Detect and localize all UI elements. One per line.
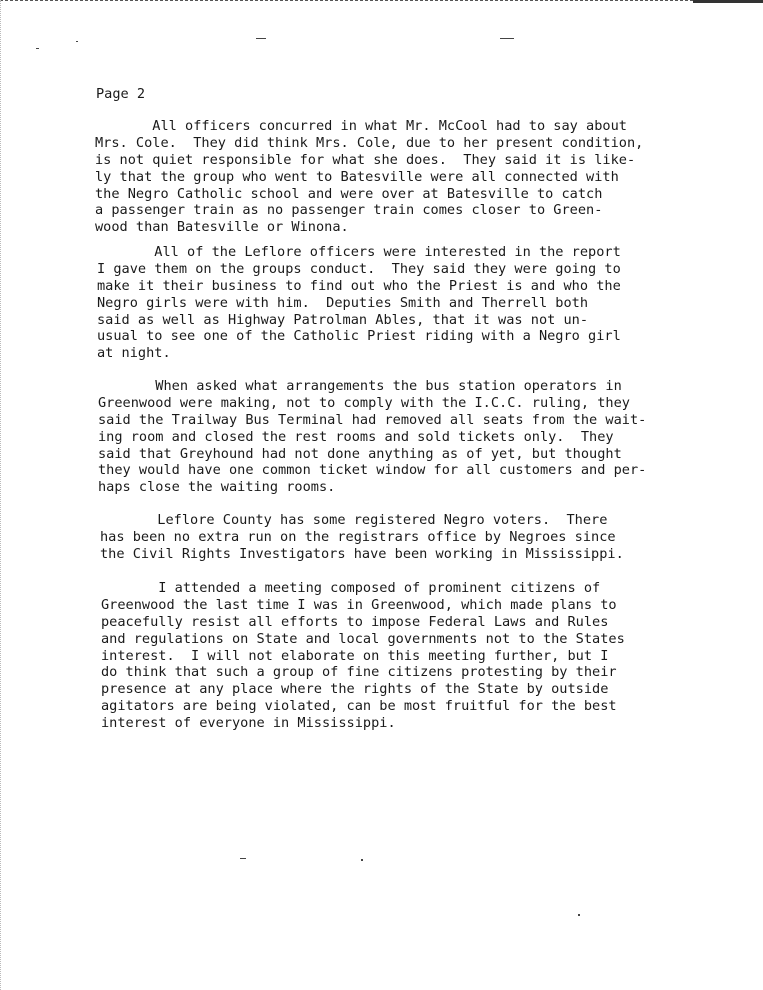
text-line: All of the Leflore officers were interested in the report [97, 244, 621, 260]
paragraph [101, 580, 625, 732]
text-line: peacefully resist all efforts to impose Federal Laws and Rules [101, 613, 609, 630]
text-line: do think that such a group of fine citizens protesting by their [101, 664, 617, 681]
text-line: ing room and closed the rest rooms and sold tickets only. They [98, 428, 614, 445]
text-line: haps close the waiting rooms. [98, 479, 336, 496]
text-line: I attended a meeting composed of prominent citizens of [101, 580, 601, 596]
text-line: agitators are being violated, can be most fruitful for the best [101, 698, 617, 715]
scan-speck [36, 48, 39, 49]
text-line: has been no extra run on the registrars office by Negroes since [100, 528, 616, 545]
paragraph [95, 118, 643, 236]
scan-speck [76, 41, 78, 42]
text-line: at night. [97, 345, 171, 362]
text-line: ly that the group who went to Batesville were all connected with [95, 168, 619, 185]
paragraph [98, 378, 646, 496]
paragraph [100, 512, 624, 563]
text-line: Negro girls were with him. Deputies Smith and Therrell both [97, 294, 589, 311]
text-line: Mrs. Cole. They did think Mrs. Cole, due to her present condition, [95, 134, 644, 151]
text-line: interest. I will not elaborate on this meeting further, but I [101, 647, 609, 664]
text-line: a passenger train as no passenger train comes closer to Green- [95, 202, 603, 219]
text-line: usual to see one of the Catholic Priest riding with a Negro girl [97, 328, 621, 345]
text-line: wood than Batesville or Winona. [95, 219, 349, 236]
text-line: When asked what arrangements the bus station operators in [98, 378, 622, 394]
scan-speck [240, 858, 246, 859]
text-line: presence at any place where the rights of the State by outside [101, 681, 609, 698]
scan-speck [256, 38, 266, 39]
page-number-label: Page 2 [96, 86, 146, 102]
text-line: I gave them on the groups conduct. They said they were going to [97, 260, 621, 277]
scan-speck [578, 914, 580, 916]
text-line: said the Trailway Bus Terminal had removed all seats from the wait- [98, 411, 647, 428]
text-line: the Civil Rights Investigators have been working in Mississippi. [100, 545, 624, 562]
scan-speck [500, 38, 514, 39]
text-line: and regulations on State and local governments not to the States [101, 630, 625, 647]
text-line: the Negro Catholic school and were over at Batesville to catch [95, 185, 603, 202]
text-line: Leflore County has some registered Negro voters. There [100, 512, 608, 528]
text-line: All officers concurred in what Mr. McCool had to say about [95, 118, 627, 134]
text-line: said as well as Highway Patrolman Ables, that it was not un- [97, 311, 589, 328]
text-line: interest of everyone in Mississippi. [101, 715, 396, 732]
paragraph [97, 244, 621, 362]
text-line: Greenwood the last time I was in Greenwood, which made plans to [101, 596, 617, 613]
text-line: is not quiet responsible for what she does. They said it is like- [95, 151, 636, 168]
top-edge-mark [693, 0, 763, 3]
text-line: said that Greyhound had not done anything as of yet, but thought [98, 445, 622, 462]
scan-speck [361, 859, 363, 861]
top-edge-rule [0, 0, 763, 3]
text-line: they would have one common ticket window for all customers and per- [98, 462, 647, 479]
left-edge-shadow [0, 0, 3, 990]
text-line: make it their business to find out who the Priest is and who the [97, 277, 621, 294]
text-line: Greenwood were making, not to comply with the I.C.C. ruling, they [98, 394, 630, 411]
